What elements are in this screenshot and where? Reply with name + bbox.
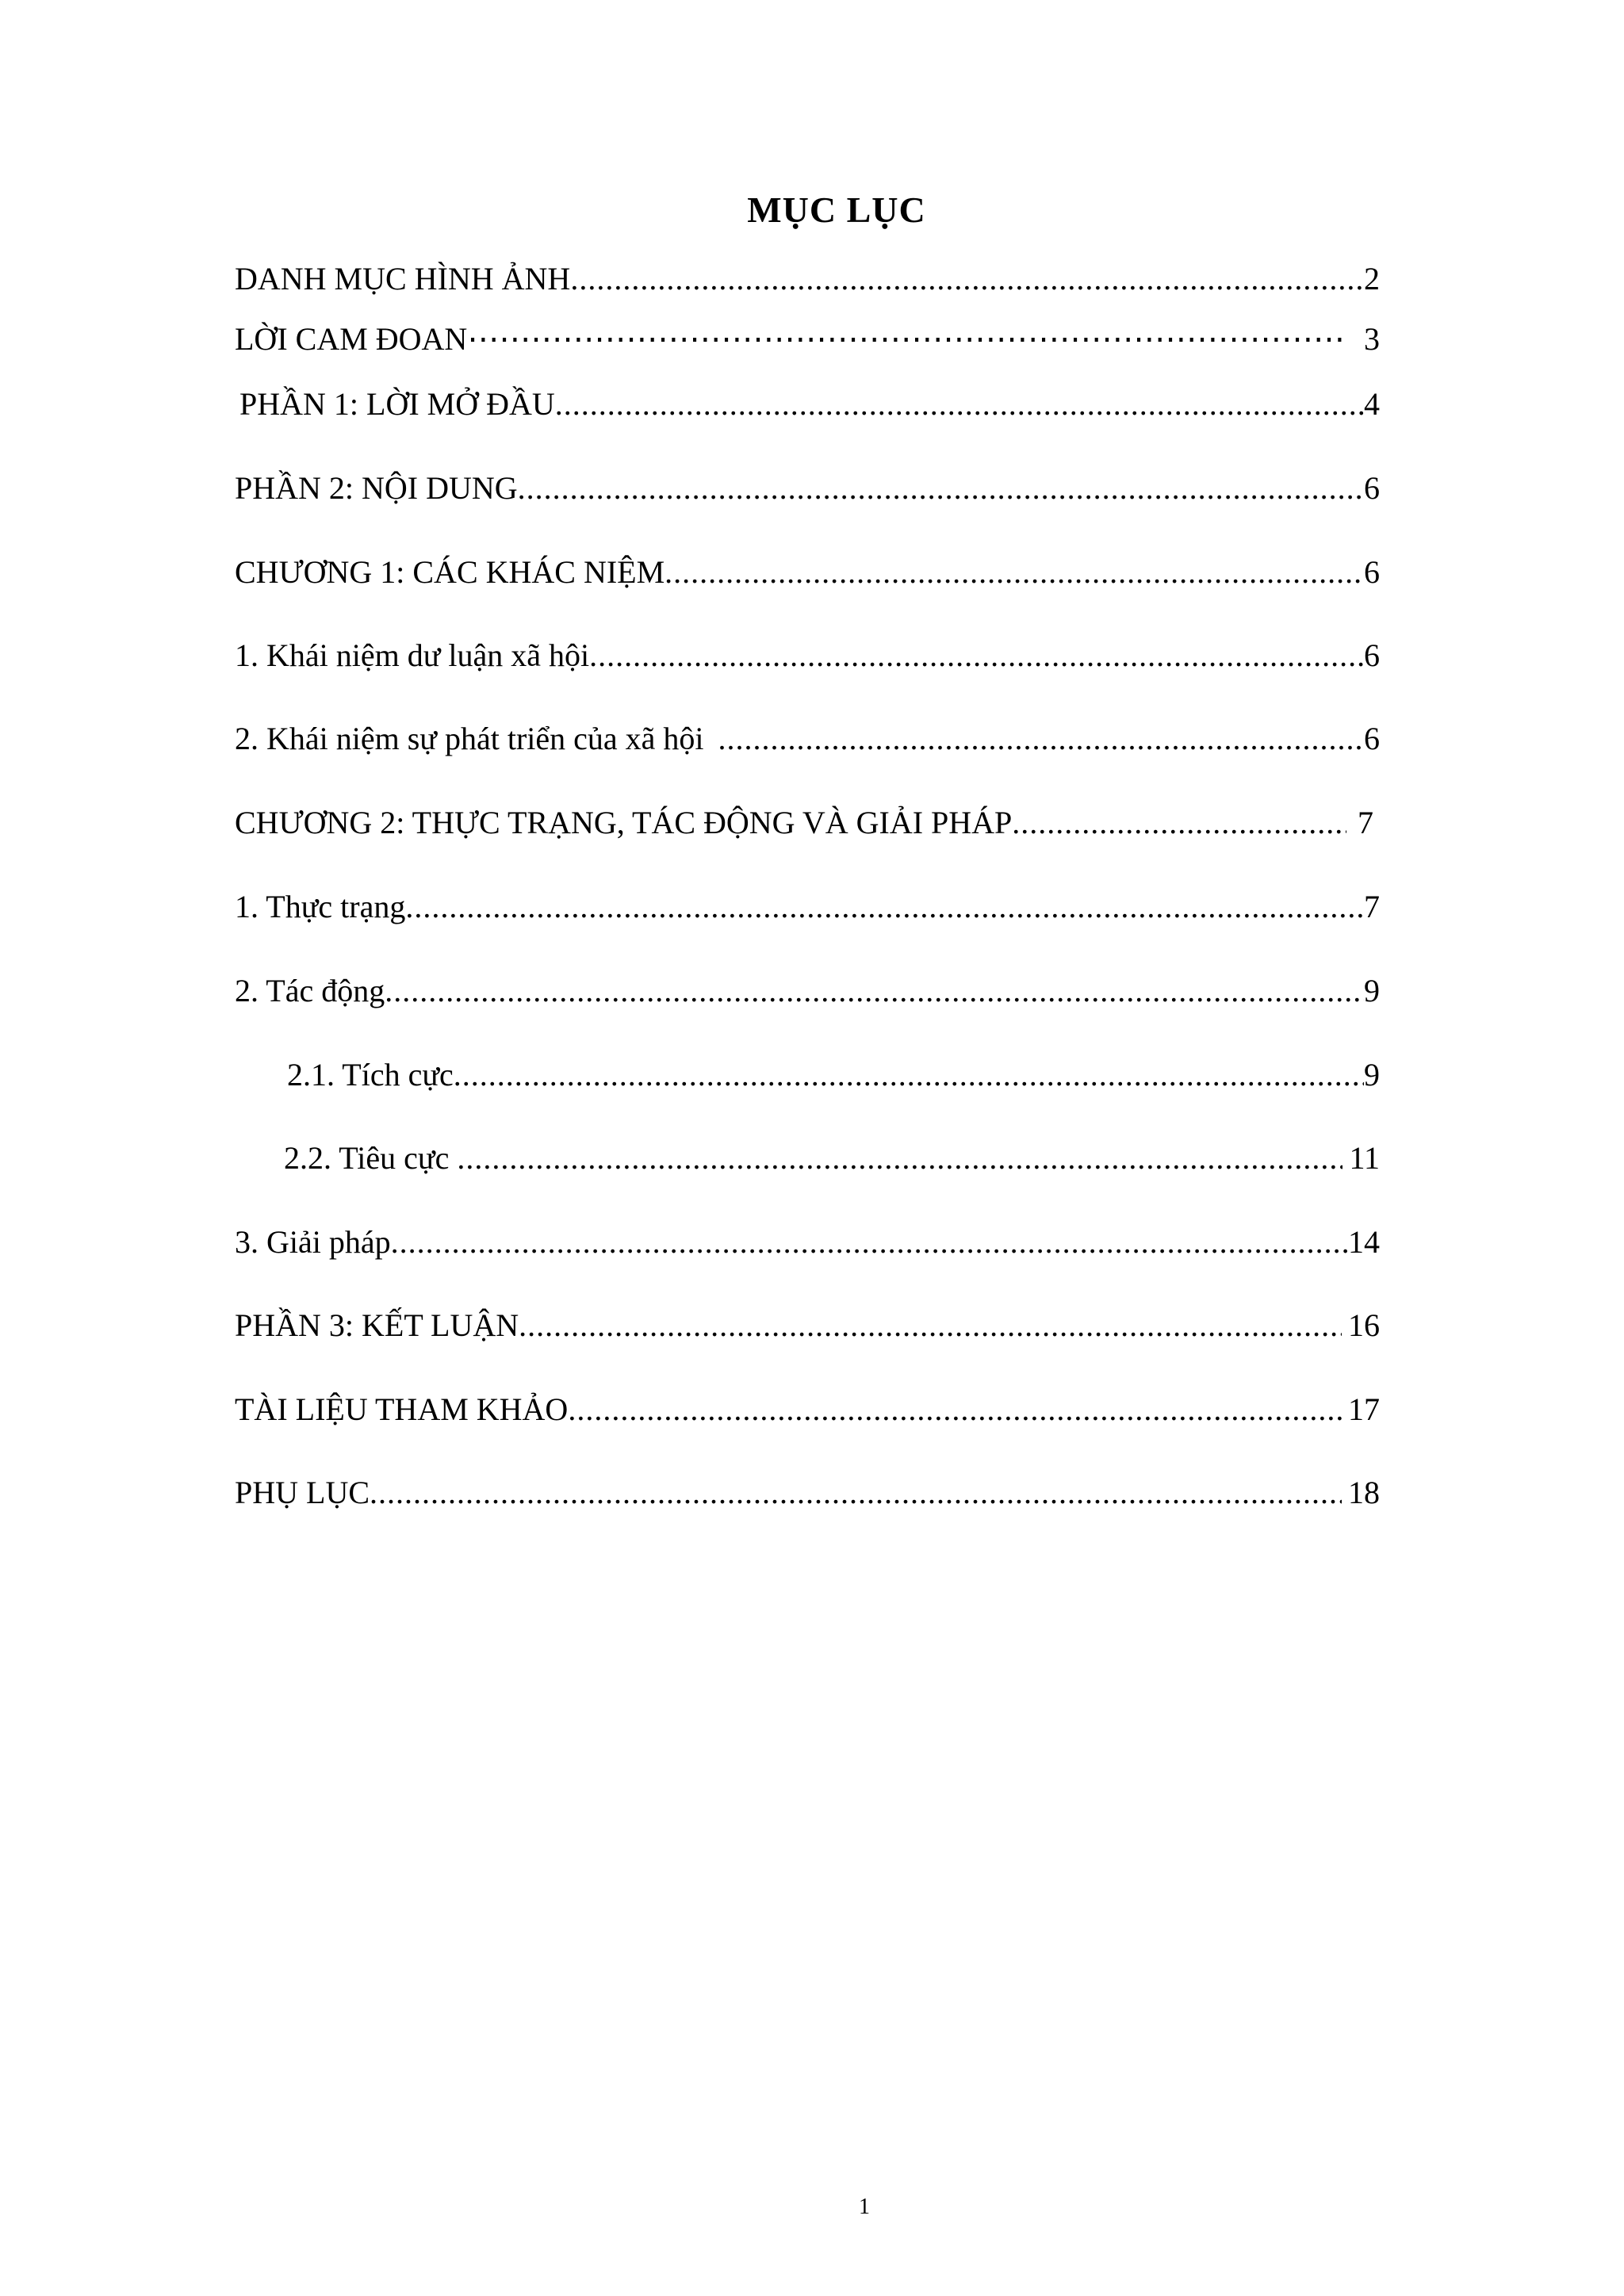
toc-leader-dots — [467, 319, 1346, 360]
toc-entry[interactable] — [235, 1222, 1380, 1266]
toc-leader-dots — [570, 258, 1364, 300]
toc-leader-dots — [1012, 802, 1346, 844]
toc-entry-page: 2 — [1364, 261, 1380, 297]
toc-entry[interactable] — [239, 384, 1380, 428]
toc-entry[interactable] — [235, 718, 1380, 763]
toc-entry[interactable] — [235, 635, 1380, 679]
toc-leader-dots — [665, 552, 1364, 593]
toc-leader-dots — [519, 1305, 1342, 1346]
toc-entry-label: 1. Thực trạng — [235, 889, 406, 924]
toc-entry-label: 2.2. Tiêu cực — [284, 1140, 458, 1176]
toc-entry-page: 7 — [1364, 889, 1380, 924]
toc-entry[interactable] — [235, 1305, 1380, 1349]
toc-entry-label: DANH MỤC HÌNH ẢNH — [235, 261, 571, 297]
toc-leader-dots — [589, 635, 1364, 676]
toc-entry[interactable] — [235, 1472, 1380, 1517]
toc-entry-page: 7 — [1358, 805, 1373, 840]
toc-entry-page: 9 — [1364, 1057, 1380, 1093]
toc-entry-page: 9 — [1364, 973, 1380, 1008]
toc-entry-page: 3 — [1364, 321, 1380, 357]
toc-entry-label: 2. Tác động — [235, 973, 385, 1008]
toc-entry-page: 6 — [1364, 470, 1380, 506]
toc-entry[interactable] — [235, 970, 1380, 1015]
toc-entry-page: 14 — [1348, 1224, 1380, 1260]
toc-entry-page: 11 — [1349, 1140, 1380, 1176]
toc-entry-label: CHƯƠNG 2: THỰC TRẠNG, TÁC ĐỘNG VÀ GIẢI PHÁP — [235, 805, 1013, 840]
toc-entry[interactable] — [235, 468, 1380, 512]
toc-leader-dots — [568, 1389, 1342, 1430]
toc-entry-page: 6 — [1364, 637, 1380, 673]
toc-entry-label: PHẦN 1: LỜI MỞ ĐẦU — [239, 386, 555, 422]
toc-entry-page: 6 — [1364, 554, 1380, 590]
toc-entry-label: TÀI LIỆU THAM KHẢO — [235, 1391, 569, 1427]
toc-leader-dots — [457, 1138, 1342, 1179]
toc-leader-dots — [385, 970, 1364, 1012]
toc-entry-label: 2.1. Tích cực — [287, 1057, 454, 1093]
toc-entry[interactable] — [284, 1138, 1380, 1182]
toc-leader-dots — [405, 886, 1364, 928]
toc-entry[interactable] — [235, 258, 1380, 303]
toc-entry[interactable] — [235, 802, 1373, 847]
toc-entry-label: 1. Khái niệm dư luận xã hội — [235, 637, 590, 673]
toc-title: MỤC LỤC — [747, 189, 926, 230]
toc-leader-dots — [370, 1472, 1342, 1513]
toc-leader-dots — [391, 1222, 1348, 1263]
toc-entry[interactable] — [235, 1389, 1380, 1433]
toc-leader-dots — [718, 718, 1364, 760]
toc-entry[interactable] — [235, 319, 1380, 363]
toc-entry-label: 3. Giải pháp — [235, 1224, 391, 1260]
toc-entry-page: 17 — [1348, 1391, 1380, 1427]
toc-entry-label: 2. Khái niệm sự phát triển của xã hội — [235, 721, 712, 756]
toc-entry[interactable] — [235, 886, 1380, 931]
toc-entry-label: CHƯƠNG 1: CÁC KHÁC NIỆM — [235, 554, 665, 590]
page-number: 1 — [859, 2195, 870, 2219]
toc-entry-label: LỜI CAM ĐOAN — [235, 321, 468, 357]
toc-leader-dots — [518, 468, 1364, 509]
toc-entry[interactable] — [287, 1054, 1380, 1099]
toc-leader-dots — [454, 1054, 1364, 1096]
toc-entry-page: 18 — [1348, 1475, 1380, 1510]
toc-entry-label: PHỤ LỤC — [235, 1475, 370, 1510]
toc-entry[interactable] — [235, 552, 1380, 596]
toc-leader-dots — [555, 384, 1364, 425]
toc-entry-label: PHẦN 3: KẾT LUẬN — [235, 1307, 519, 1343]
toc-entry-page: 16 — [1348, 1307, 1380, 1343]
toc-entry-page: 6 — [1364, 721, 1380, 756]
toc-entry-page: 4 — [1364, 386, 1380, 422]
toc-entry-label: PHẦN 2: NỘI DUNG — [235, 470, 518, 506]
